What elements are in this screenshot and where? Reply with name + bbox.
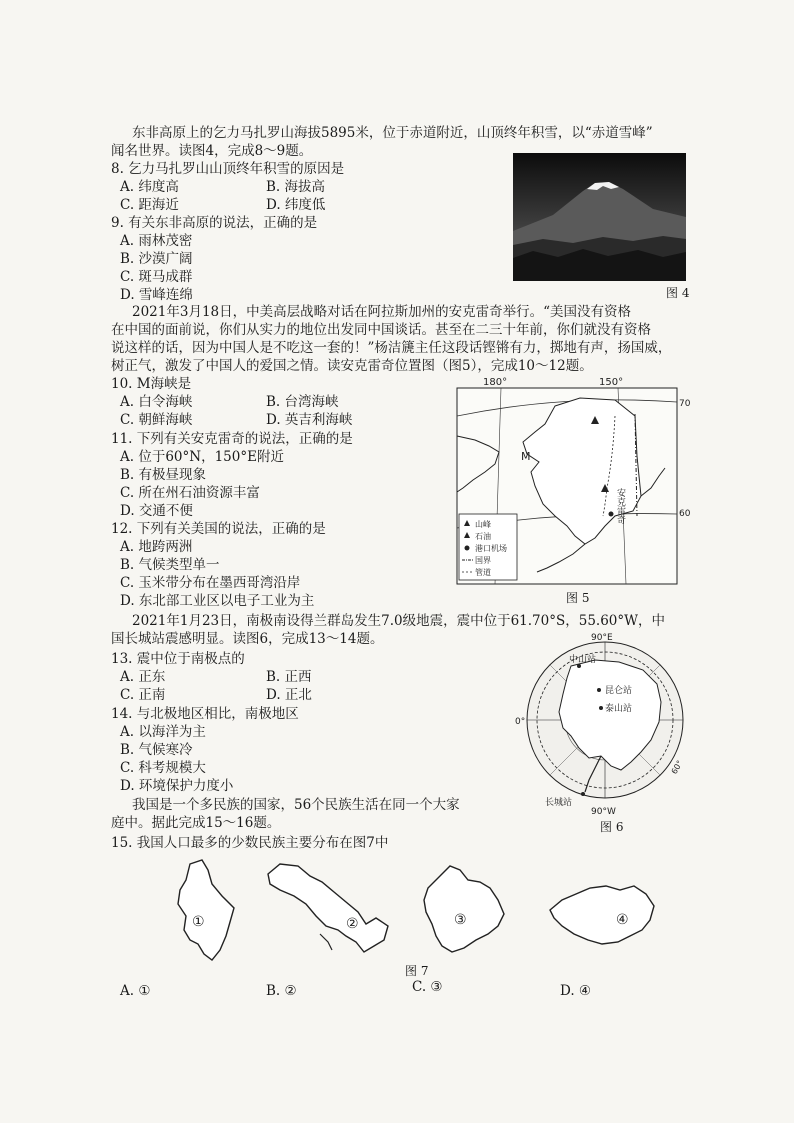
- intro-q10-12-line2: 在中国的面前说，你们从实力的地位出发同中国谈话。甚至在二三十年前，你们就没有资格: [111, 322, 651, 338]
- q12-option-a[interactable]: A. 地跨两洲: [120, 539, 193, 555]
- legend-peak: 山峰: [475, 520, 491, 529]
- fig5-caption: 图 5: [566, 591, 590, 605]
- q8-stem: 8. 乞力马扎罗山山顶终年积雪的原因是: [111, 161, 345, 177]
- q10-option-a[interactable]: A. 白令海峡: [120, 394, 193, 410]
- fig4-caption: 图 4: [666, 286, 690, 300]
- q10-option-d[interactable]: D. 英吉利海峡: [266, 412, 353, 428]
- q14-option-d[interactable]: D. 环境保护力度小: [120, 778, 234, 794]
- province-outlines: [150, 856, 690, 966]
- fig5-lon-right: 150°: [599, 377, 624, 388]
- taishan-station-label: 泰山站: [605, 704, 633, 714]
- legend-port-airport: 港口机场: [475, 544, 507, 553]
- q9-option-a[interactable]: A. 雨林茂密: [120, 233, 193, 249]
- intro-q8-9-line2: 闻名世界。读图4，完成8～9题。: [111, 143, 313, 159]
- kunlun-station-label: 昆仑站: [605, 686, 633, 696]
- fig5-lat-bottom: 60: [679, 509, 691, 519]
- fig6-left-label: 0°: [515, 717, 526, 727]
- intro-q15-16-line2: 庭中。据此完成15～16题。: [111, 815, 281, 831]
- intro-q8-9-line1: 东非高原上的乞力马扎罗山海拔5895米，位于赤道附近，山顶终年积雪，以“赤道雪峰”: [132, 125, 653, 141]
- fig6-caption: 图 6: [600, 820, 624, 834]
- q9-option-d[interactable]: D. 雪峰连绵: [120, 287, 193, 303]
- fig7-marker-1: ①: [192, 914, 205, 930]
- intro-q10-12-line4: 树正气，激发了中国人的爱国之情。读安克雷奇位置图（图5），完成10～12题。: [111, 358, 593, 374]
- legend-oil: 石油: [475, 532, 491, 541]
- intro-q13-14-line1: 2021年1月23日，南极南设得兰群岛发生7.0级地震，震中位于61.70°S，55.60°W，中: [132, 613, 666, 629]
- q14-option-a[interactable]: A. 以海洋为主: [120, 724, 206, 740]
- fig7-marker-4: ④: [616, 912, 629, 928]
- q10-stem: 10. M海峡是: [111, 376, 192, 392]
- intro-q10-12-line3: 说这样的话，因为中国人是不吃这一套的！”杨洁篪主任这段话铿锵有力，掷地有声，扬国威，: [111, 340, 672, 356]
- fig6-top-label: 90°E: [591, 633, 613, 643]
- q11-option-b[interactable]: B. 有极昼现象: [120, 467, 207, 483]
- q14-option-c[interactable]: C. 科考规模大: [120, 760, 206, 776]
- q10-option-c[interactable]: C. 朝鲜海峡: [120, 412, 193, 428]
- q11-option-c[interactable]: C. 所在州石油资源丰富: [120, 485, 260, 501]
- q15-option-c[interactable]: C. ③: [412, 979, 443, 995]
- q9-option-b[interactable]: B. 沙漠广阔: [120, 251, 193, 267]
- fig7-marker-2: ②: [346, 916, 359, 932]
- anchorage-label: 安克雷奇: [615, 488, 625, 524]
- q8-option-b[interactable]: B. 海拔高: [266, 179, 326, 195]
- q15-stem: 15. 我国人口最多的少数民族主要分布在图7中: [111, 835, 389, 851]
- changcheng-station-label: 长城站: [545, 798, 573, 808]
- q13-option-d[interactable]: D. 正北: [266, 687, 312, 703]
- fig7-marker-3: ③: [454, 912, 467, 928]
- q9-option-c[interactable]: C. 斑马成群: [120, 269, 193, 285]
- q15-option-b[interactable]: B. ②: [266, 983, 297, 999]
- intro-q13-14-line2: 国长城站震感明显。读图6，完成13～14题。: [111, 631, 384, 647]
- antarctica-map: [515, 632, 695, 817]
- strait-m-label: M: [521, 450, 531, 463]
- q13-option-b[interactable]: B. 正西: [266, 669, 312, 685]
- fig5-lat-top: 70: [679, 399, 691, 409]
- fig6-bottom-label: 90°W: [591, 807, 616, 817]
- q13-stem: 13. 震中位于南极点的: [111, 651, 245, 667]
- q11-option-a[interactable]: A. 位于60°N，150°E附近: [120, 449, 284, 465]
- q8-option-a[interactable]: A. 纬度高: [120, 179, 179, 195]
- fig7-caption: 图 7: [405, 964, 429, 978]
- zhongshan-station-label: 中山站: [569, 655, 597, 665]
- legend-border: 国界: [475, 556, 491, 565]
- q15-option-a[interactable]: A. ①: [120, 983, 151, 999]
- intro-q15-16-line1: 我国是一个多民族的国家，56个民族生活在同一个大家: [132, 797, 460, 813]
- q8-option-d[interactable]: D. 纬度低: [266, 197, 326, 213]
- legend-pipeline: 管道: [475, 568, 491, 577]
- q12-stem: 12. 下列有关美国的说法，正确的是: [111, 521, 326, 537]
- fig5-lon-left: 180°: [483, 377, 508, 388]
- q11-stem: 11. 下列有关安克雷奇的说法，正确的是: [111, 431, 353, 447]
- q10-option-b[interactable]: B. 台湾海峡: [266, 394, 339, 410]
- intro-q10-12-line1: 2021年3月18日，中美高层战略对话在阿拉斯加州的安克雷奇举行。“美国没有资格: [132, 304, 632, 320]
- q13-option-a[interactable]: A. 正东: [120, 669, 166, 685]
- alaska-map: [455, 376, 695, 586]
- q8-option-c[interactable]: C. 距海近: [120, 197, 179, 213]
- q12-option-b[interactable]: B. 气候类型单一: [120, 557, 220, 573]
- q14-option-b[interactable]: B. 气候寒冷: [120, 742, 193, 758]
- q12-option-c[interactable]: C. 玉米带分布在墨西哥湾沿岸: [120, 575, 301, 591]
- q9-stem: 9. 有关东非高原的说法，正确的是: [111, 215, 318, 231]
- q13-option-c[interactable]: C. 正南: [120, 687, 166, 703]
- kilimanjaro-photo: [513, 153, 686, 281]
- fig6-ring-label: 60°: [669, 758, 685, 776]
- q15-option-d[interactable]: D. ④: [560, 983, 592, 999]
- q12-option-d[interactable]: D. 东北部工业区以电子工业为主: [120, 593, 315, 609]
- q14-stem: 14. 与北极地区相比，南极地区: [111, 706, 299, 722]
- q11-option-d[interactable]: D. 交通不便: [120, 503, 193, 519]
